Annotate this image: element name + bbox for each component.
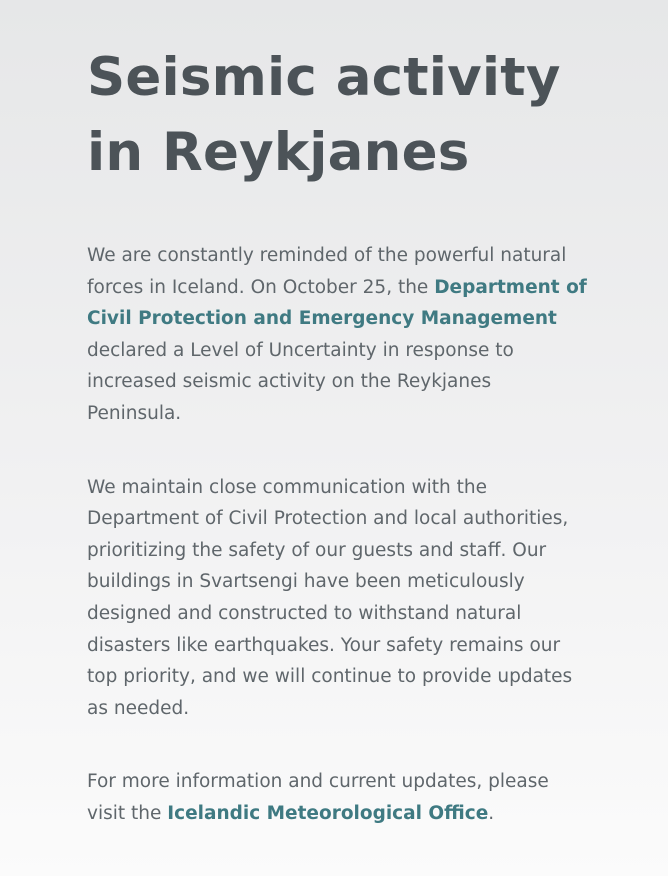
paragraph-uncertainty (87, 240, 587, 430)
paragraph-text: We maintain close communication with the Department of Civil Protection and local authorities, prioritizing the safety of our guests and staff. Our buildings in Svartsengi have been meticulously designed and constructed to withstand natural disasters like earthquakes. Your safety remains our top priority, and we will continue to provide updates as needed. (87, 476, 573, 719)
paragraph-safety (87, 472, 587, 725)
page-title (87, 40, 587, 190)
title-line-2: in Reykjanes (87, 122, 470, 183)
paragraph-text: . (488, 802, 495, 824)
civil-protection-link[interactable]: Department of Civil Protection and Emergency Management (87, 276, 587, 330)
paragraph-text: For more information and current updates, please visit the (87, 771, 549, 824)
paragraph-text: We are constantly reminded of the powerful natural forces in Iceland. On October 25, the (87, 245, 567, 298)
paragraph-more-info (87, 766, 587, 829)
paragraph-text: declared a Level of Uncertainty in response to increased seismic activity on the Reykjanes Peninsula. (87, 339, 514, 424)
article (87, 40, 587, 830)
meteorological-office-link[interactable]: Icelandic Meteorological Office (167, 802, 489, 824)
title-line-1: Seismic activity (87, 47, 561, 108)
